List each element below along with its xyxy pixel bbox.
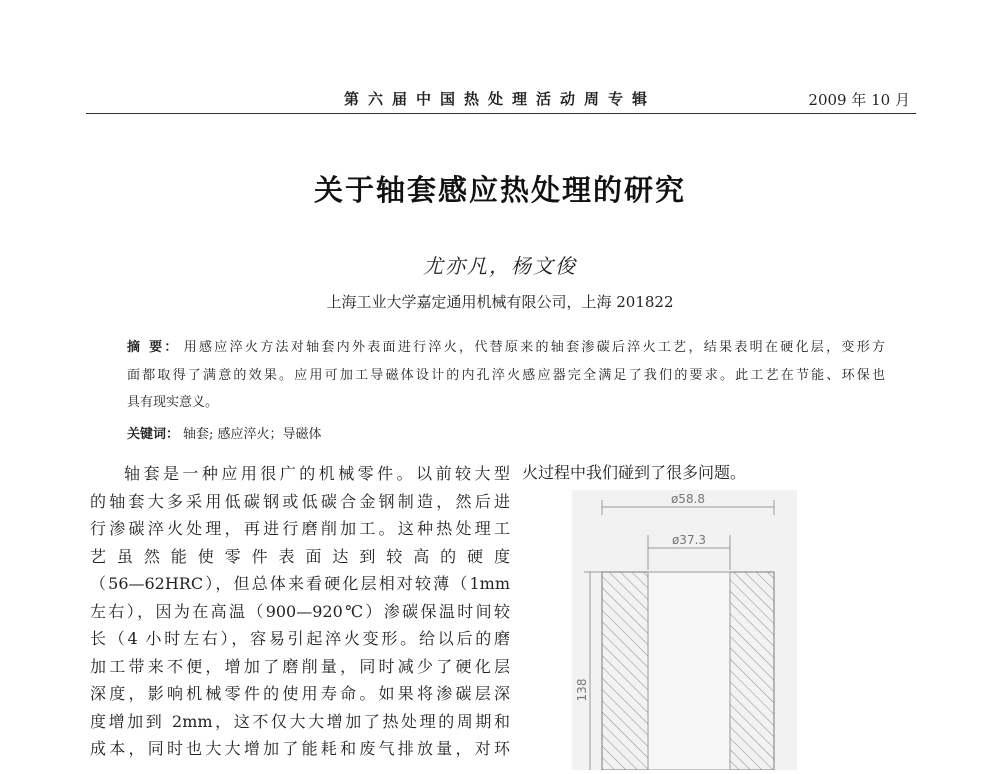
body-line: 左右），因为在高温（900—920℃）渗碳保温时间较 xyxy=(90,601,510,621)
body-line: 长（4 小时左右），容易引起淬火变形。给以后的磨 xyxy=(90,629,510,648)
body-line: 艺虽然能使零件表面达到较高的硬度 xyxy=(90,546,510,566)
body-line: 加工带来不便，增加了磨削量，同时减少了硬化层 xyxy=(90,656,510,676)
abstract-line: 面都取得了满意的效果。应用可加工导磁体设计的内孔淬火感应器完全满足了我们的要求。此工艺在节能、环保也 xyxy=(127,367,885,383)
keywords xyxy=(127,423,885,442)
keywords-label: 关键词： xyxy=(127,427,180,442)
bushing-wall-left xyxy=(602,572,648,770)
bushing-drawing-svg xyxy=(572,490,797,770)
header-rule xyxy=(86,113,916,114)
affiliation: 上海工业大学嘉定通用机械有限公司，上海 201822 xyxy=(326,293,674,311)
body-line: 度增加到 2mm，这不仅大大增加了热处理的周期和 xyxy=(90,711,510,731)
body-line: 行渗碳淬火处理，再进行磨削加工。这种热处理工 xyxy=(90,519,510,538)
length-label: 138 xyxy=(575,678,589,702)
abstract-line xyxy=(127,335,885,363)
abstract-text: 用感应淬火方法对轴套内外表面进行淬火，代替原来的轴套渗碳后淬火工艺，结果表明在硬化层，变形方 xyxy=(183,340,885,355)
body-line: （56—62HRC），但总体来看硬化层相对较薄（1mm xyxy=(90,574,510,593)
body-line: 成本，同时也大大增加了能耗和废气排放量，对环 xyxy=(90,739,510,758)
paper-title: 关于轴套感应热处理的研究 xyxy=(313,173,686,207)
abstract-label: 摘 要： xyxy=(127,340,180,355)
authors: 尤亦凡，杨文俊 xyxy=(423,254,577,278)
bushing-bore xyxy=(648,572,730,770)
journal-header: 第六届中国热处理活动周专辑 xyxy=(343,90,656,108)
bushing-drawing xyxy=(572,490,797,770)
bushing-wall-right xyxy=(730,572,774,770)
outer-diameter-label: ø58.8 xyxy=(670,492,706,506)
body-line: 的轴套大多采用低碳钢或低碳合金钢制造，然后进 xyxy=(90,491,510,511)
body-column-right: 火过程中我们碰到了很多问题。 xyxy=(522,463,747,482)
body-line: 轴套是一种应用很广的机械零件。以前较大型 xyxy=(124,464,510,483)
abstract xyxy=(127,335,885,418)
issue-date: 2009 年 10 月 xyxy=(808,91,910,109)
keywords-text: 轴套; 感应淬火；导磁体 xyxy=(183,427,322,442)
body-line: 深度，影响机械零件的使用寿命。如果将渗碳层深 xyxy=(90,684,510,703)
inner-diameter-label: ø37.3 xyxy=(671,533,707,547)
body-column-left xyxy=(90,460,510,763)
abstract-line: 具有现实意义。 xyxy=(127,395,219,410)
